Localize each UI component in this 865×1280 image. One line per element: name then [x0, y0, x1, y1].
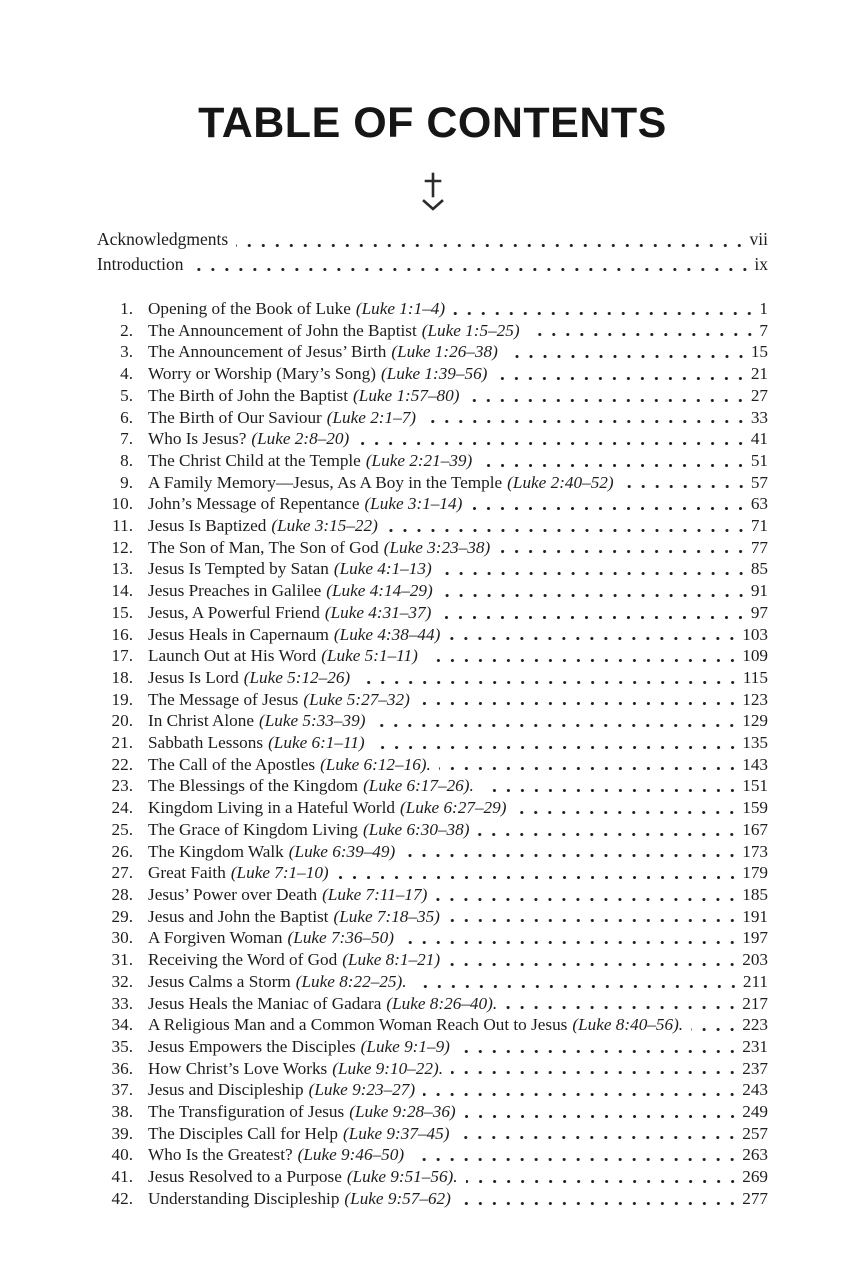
entry-page-number: 197 — [742, 928, 768, 948]
entry-number: 31. — [111, 950, 133, 970]
dot-leader — [192, 267, 752, 272]
entry-scripture-ref: (Luke 1:39–56) — [380, 364, 488, 384]
toc-entry-row — [97, 906, 768, 928]
entry-title: Understanding Discipleship — [148, 1188, 340, 1208]
entry-page-number: 151 — [742, 776, 768, 796]
toc-entry-row — [97, 797, 768, 819]
dot-leader — [236, 243, 746, 248]
entry-page-number: 159 — [742, 798, 768, 818]
toc-entry-row — [97, 732, 768, 754]
dot-leader — [528, 332, 757, 337]
entry-number: 12. — [111, 537, 133, 557]
dot-leader — [464, 1114, 740, 1119]
entry-title: Opening of the Book of Luke — [148, 299, 351, 318]
entry-scripture-ref: (Luke 7:18–35) — [333, 906, 440, 926]
entry-page-number: 1 — [759, 299, 768, 318]
entry-number: 37. — [111, 1080, 133, 1100]
toc-entry-row — [97, 1079, 768, 1101]
entry-page-number: 33 — [750, 407, 768, 427]
entry-title: Who Is Jesus? — [148, 429, 247, 449]
entry-number: 40. — [111, 1145, 133, 1165]
entry-title: The Announcement of John the Baptist — [148, 320, 417, 340]
dot-leader — [423, 1092, 739, 1097]
entry-scripture-ref: (Luke 5:1–11) — [321, 646, 418, 666]
toc-entry-row — [97, 1101, 768, 1123]
toc-entry-row — [97, 515, 768, 537]
entry-scripture-ref: (Luke 3:15–22) — [271, 516, 378, 536]
toc-entry-row — [97, 971, 768, 993]
entry-page-number: 115 — [742, 667, 768, 687]
entry-number: 2. — [120, 320, 133, 340]
toc-entry-row — [97, 927, 768, 949]
dot-leader — [622, 484, 748, 489]
entry-title: Kingdom Living in a Hateful World — [148, 798, 396, 818]
toc-entry-row — [97, 645, 768, 667]
entry-number: 19. — [111, 689, 133, 709]
entry-title: Jesus’ Power over Death — [148, 884, 318, 904]
dot-leader — [441, 593, 748, 598]
dot-leader — [358, 680, 740, 685]
dot-leader — [477, 832, 739, 837]
entry-page-number: 51 — [750, 450, 768, 470]
page-title: TABLE OF CONTENTS — [198, 99, 667, 147]
entry-title: Who Is the Greatest? — [148, 1145, 293, 1165]
entry-number: 20. — [111, 711, 133, 731]
entry-page-number: 277 — [742, 1188, 768, 1208]
dot-leader — [439, 615, 747, 620]
dot-leader — [457, 1135, 739, 1140]
entry-number: 28. — [111, 884, 133, 904]
toc-entry-row — [97, 428, 768, 450]
entry-page-number: 109 — [742, 646, 768, 666]
entry-scripture-ref: (Luke 4:1–13) — [333, 559, 432, 579]
entry-number: 25. — [111, 819, 133, 839]
toc-entry-row — [97, 1123, 768, 1145]
toc-entry-row — [97, 252, 768, 277]
entry-title: Jesus Empowers the Disciples — [148, 1036, 356, 1056]
toc-entry-row — [97, 1014, 768, 1036]
entry-page-number: vii — [749, 229, 768, 249]
entry-scripture-ref: (Luke 1:1–4) — [355, 299, 446, 318]
entry-scripture-ref: (Luke 9:57–62) — [344, 1188, 451, 1208]
entry-number: 42. — [111, 1188, 133, 1208]
dot-leader — [426, 658, 739, 663]
entry-scripture-ref: (Luke 1:5–25) — [421, 320, 520, 340]
dot-leader — [480, 463, 748, 468]
entry-number: 36. — [111, 1058, 133, 1078]
entry-title: The Call of the Apostles — [148, 754, 316, 774]
entry-number: 15. — [111, 602, 133, 622]
entry-number: 39. — [111, 1123, 133, 1143]
dot-leader — [514, 810, 739, 815]
entry-number: 9. — [120, 472, 133, 492]
entry-title: A Religious Man and a Common Woman Reach Out to Jesus — [148, 1015, 568, 1035]
entry-title: Jesus and Discipleship — [148, 1080, 304, 1100]
entry-title: Introduction — [97, 253, 184, 274]
toc-entry-row — [97, 558, 768, 580]
entry-page-number: 269 — [742, 1167, 768, 1187]
ornament-wrap — [97, 171, 768, 213]
entry-number: 14. — [111, 581, 133, 601]
entry-page-number: 179 — [742, 863, 768, 883]
dot-leader — [373, 745, 740, 750]
entry-title: The Birth of Our Saviour — [148, 407, 322, 427]
entry-scripture-ref: (Luke 7:1–10) — [230, 863, 329, 883]
dot-leader — [498, 549, 748, 554]
entry-scripture-ref: (Luke 6:39–49) — [288, 841, 396, 861]
entry-scripture-ref: (Luke 9:46–50) — [297, 1145, 405, 1165]
dot-leader — [448, 918, 739, 923]
entry-title: Jesus Is Lord — [148, 667, 239, 687]
entry-title: The Disciples Call for Help — [148, 1123, 338, 1143]
toc-entry-row — [97, 884, 768, 906]
dot-leader — [451, 1070, 739, 1075]
toc-entry-row — [97, 667, 768, 689]
entry-scripture-ref: (Luke 9:23–27) — [308, 1080, 416, 1100]
toc-entry-list — [97, 298, 768, 1210]
toc-entry-row — [97, 580, 768, 602]
entry-scripture-ref: (Luke 3:1–14) — [364, 494, 463, 514]
entry-page-number: 63 — [750, 494, 768, 514]
dot-leader — [373, 723, 739, 728]
entry-scripture-ref: (Luke 5:27–32) — [303, 689, 410, 709]
toc-entry-row — [97, 1144, 768, 1166]
toc-entry-row — [97, 227, 768, 252]
toc-entry-row — [97, 819, 768, 841]
entry-title: The Grace of Kingdom Living — [148, 819, 359, 839]
toc-entry-row — [97, 602, 768, 624]
entry-number: 7. — [120, 429, 133, 449]
toc-entry-row — [97, 298, 768, 320]
entry-title: Jesus Preaches in Galilee — [148, 581, 322, 601]
dot-leader — [435, 897, 739, 902]
entry-page-number: 243 — [742, 1080, 768, 1100]
entry-number: 1. — [120, 299, 133, 318]
entry-page-number: 7 — [759, 320, 768, 340]
dot-leader — [453, 311, 756, 316]
entry-number: 27. — [111, 863, 133, 883]
entry-title: A Family Memory—Jesus, As A Boy in the Temple — [148, 472, 503, 492]
entry-number: 6. — [120, 407, 133, 427]
entry-title: The Blessings of the Kingdom — [148, 776, 359, 796]
entry-number: 24. — [111, 798, 133, 818]
dot-leader — [424, 419, 748, 424]
entry-scripture-ref: (Luke 4:31–37) — [324, 602, 432, 622]
entry-number: 3. — [120, 342, 133, 362]
entry-title: The Transfiguration of Jesus — [148, 1102, 345, 1122]
entry-scripture-ref: (Luke 8:40–56). — [572, 1015, 684, 1035]
toc-entry-row — [97, 1166, 768, 1188]
entry-number: 23. — [111, 776, 133, 796]
entry-title: The Announcement of Jesus’ Birth — [148, 342, 387, 362]
toc-entry-row — [97, 450, 768, 472]
toc-entry-row — [97, 775, 768, 797]
entry-number: 16. — [111, 624, 133, 644]
entry-title: Jesus and John the Baptist — [148, 906, 329, 926]
entry-number: 32. — [111, 971, 133, 991]
entry-number: 8. — [120, 450, 133, 470]
entry-page-number: 129 — [742, 711, 768, 731]
dot-leader — [459, 1201, 739, 1206]
dot-leader — [440, 571, 748, 576]
entry-scripture-ref: (Luke 2:21–39) — [365, 450, 473, 470]
entry-number: 11. — [112, 516, 133, 536]
entry-page-number: 97 — [750, 602, 768, 622]
entry-scripture-ref: (Luke 7:36–50) — [287, 928, 394, 948]
entry-scripture-ref: (Luke 8:26–40). — [386, 993, 498, 1013]
entry-page-number: 15 — [750, 342, 768, 362]
dot-leader — [412, 1157, 739, 1162]
toc-entry-row — [97, 1188, 768, 1210]
entry-title: Jesus Resolved to a Purpose — [148, 1167, 342, 1187]
entry-title: Sabbath Lessons — [148, 733, 264, 753]
dot-leader — [470, 506, 748, 511]
entry-scripture-ref: (Luke 6:17–26). — [363, 776, 474, 796]
entry-page-number: 217 — [742, 993, 768, 1013]
entry-title: How Christ’s Love Works — [148, 1058, 328, 1078]
entry-title: The Christ Child at the Temple — [148, 450, 361, 470]
toc-entry-row — [97, 341, 768, 363]
entry-page-number: 237 — [742, 1058, 768, 1078]
entry-page-number: 211 — [742, 971, 768, 991]
entry-scripture-ref: (Luke 7:11–17) — [322, 884, 428, 904]
entry-page-number: 71 — [750, 516, 768, 536]
entry-number: 29. — [111, 906, 133, 926]
entry-title: Great Faith — [148, 863, 226, 883]
toc-entry-row — [97, 537, 768, 559]
entry-number: 17. — [111, 646, 133, 666]
entry-scripture-ref: (Luke 9:37–45) — [342, 1123, 450, 1143]
entry-page-number: 21 — [750, 364, 768, 384]
entry-scripture-ref: (Luke 3:23–38) — [383, 537, 491, 557]
entry-title: Jesus Is Baptized — [148, 516, 267, 536]
dot-leader — [466, 1179, 740, 1184]
entry-scripture-ref: (Luke 5:12–26) — [243, 667, 351, 687]
entry-page-number: 263 — [742, 1145, 768, 1165]
entry-scripture-ref: (Luke 8:22–25). — [295, 971, 407, 991]
entry-scripture-ref: (Luke 9:51–56). — [346, 1167, 458, 1187]
entry-title: The Birth of John the Baptist — [148, 385, 349, 405]
toc-entry-row — [97, 710, 768, 732]
front-matter-list — [97, 227, 768, 276]
dot-leader — [448, 636, 739, 641]
entry-scripture-ref: (Luke 9:10–22). — [332, 1058, 443, 1078]
entry-page-number: 223 — [742, 1015, 768, 1035]
entry-page-number: 249 — [742, 1102, 768, 1122]
entry-page-number: 103 — [742, 624, 768, 644]
toc-entry-row — [97, 689, 768, 711]
toc-entry-row — [97, 862, 768, 884]
entry-page-number: ix — [754, 253, 768, 274]
toc-entry-row — [97, 407, 768, 429]
toc-entry-row — [97, 1058, 768, 1080]
entry-scripture-ref: (Luke 6:27–29) — [400, 798, 507, 818]
entry-title: The Son of Man, The Son of God — [148, 537, 379, 557]
toc-entry-row — [97, 493, 768, 515]
dot-leader — [418, 701, 739, 706]
entry-title: Worry or Worship (Mary’s Song) — [148, 364, 376, 384]
entry-scripture-ref: (Luke 6:1–11) — [268, 733, 365, 753]
dot-leader — [691, 1027, 739, 1032]
entry-page-number: 143 — [742, 754, 768, 774]
entry-page-number: 91 — [750, 581, 768, 601]
entry-number: 33. — [111, 993, 133, 1013]
entry-scripture-ref: (Luke 1:57–80) — [353, 385, 460, 405]
entry-title: Receiving the Word of God — [148, 950, 338, 970]
entry-page-number: 135 — [742, 733, 768, 753]
entry-scripture-ref: (Luke 2:1–7) — [326, 407, 417, 427]
toc-entry-row — [97, 363, 768, 385]
cross-anchor-ornament-icon — [421, 200, 445, 217]
entry-page-number: 27 — [750, 385, 768, 405]
entry-page-number: 41 — [750, 429, 768, 449]
toc-entry-row — [97, 624, 768, 646]
entry-number: 4. — [120, 364, 133, 384]
entry-scripture-ref: (Luke 6:12–16). — [320, 754, 431, 774]
entry-number: 30. — [111, 928, 133, 948]
entry-number: 13. — [111, 559, 133, 579]
dot-leader — [482, 788, 739, 793]
toc-entry-row — [97, 754, 768, 776]
entry-number: 26. — [111, 841, 133, 861]
toc-entry-row — [97, 472, 768, 494]
entry-title: Jesus, A Powerful Friend — [148, 602, 320, 622]
entry-scripture-ref: (Luke 4:38–44) — [333, 624, 441, 644]
dot-leader — [458, 1049, 739, 1054]
entry-title: Launch Out at His Word — [148, 646, 317, 666]
dot-leader — [495, 376, 747, 381]
dot-leader — [506, 354, 748, 359]
entry-page-number: 123 — [742, 689, 768, 709]
entry-scripture-ref: (Luke 2:40–52) — [507, 472, 614, 492]
entry-title: In Christ Alone — [148, 711, 254, 731]
entry-title: John’s Message of Repentance — [148, 494, 360, 514]
entry-scripture-ref: (Luke 8:1–21) — [342, 950, 441, 970]
entry-scripture-ref: (Luke 2:8–20) — [251, 429, 350, 449]
entry-page-number: 85 — [750, 559, 768, 579]
entry-scripture-ref: (Luke 9:28–36) — [349, 1102, 456, 1122]
entry-page-number: 185 — [742, 884, 768, 904]
entry-title: The Kingdom Walk — [148, 841, 284, 861]
entry-scripture-ref: (Luke 6:30–38) — [363, 819, 470, 839]
dot-leader — [402, 940, 739, 945]
entry-title: The Message of Jesus — [148, 689, 299, 709]
dot-leader — [403, 853, 739, 858]
entry-page-number: 57 — [750, 472, 768, 492]
toc-entry-row — [97, 320, 768, 342]
entry-number: 41. — [111, 1167, 133, 1187]
dot-leader — [357, 441, 748, 446]
toc-entry-row — [97, 1036, 768, 1058]
entry-number: 18. — [111, 667, 133, 687]
entry-title: A Forgiven Woman — [148, 928, 283, 948]
dot-leader — [467, 398, 747, 403]
entry-scripture-ref: (Luke 9:1–9) — [360, 1036, 450, 1056]
entry-number: 38. — [111, 1102, 133, 1122]
entry-page-number: 77 — [750, 537, 768, 557]
entry-number: 10. — [111, 494, 133, 514]
entry-page-number: 173 — [742, 841, 768, 861]
entry-scripture-ref: (Luke 5:33–39) — [259, 711, 366, 731]
entry-scripture-ref: (Luke 1:26–38) — [391, 342, 498, 362]
toc-entry-row — [97, 993, 768, 1015]
entry-page-number: 167 — [742, 819, 768, 839]
entry-scripture-ref: (Luke 4:14–29) — [326, 581, 433, 601]
dot-leader — [448, 962, 739, 967]
dot-leader — [337, 875, 740, 880]
entry-title: Jesus Heals in Capernaum — [148, 624, 329, 644]
dot-leader — [386, 528, 748, 533]
entry-title: Acknowledgments — [97, 229, 229, 249]
entry-number: 21. — [111, 733, 133, 753]
entry-title: Jesus Heals the Maniac of Gadara — [148, 993, 382, 1013]
entry-page-number: 231 — [742, 1036, 768, 1056]
toc-entry-row — [97, 949, 768, 971]
entry-page-number: 257 — [742, 1123, 768, 1143]
dot-leader — [415, 984, 740, 989]
entry-page-number: 191 — [742, 906, 768, 926]
entry-title: Jesus Is Tempted by Satan — [148, 559, 329, 579]
entry-title: Jesus Calms a Storm — [148, 971, 291, 991]
toc-entry-row — [97, 841, 768, 863]
entry-number: 34. — [111, 1015, 133, 1035]
toc-entry-row — [97, 385, 768, 407]
dot-leader — [439, 766, 739, 771]
entry-number: 5. — [120, 385, 133, 405]
dot-leader — [505, 1005, 739, 1010]
entry-page-number: 203 — [742, 950, 768, 970]
entry-number: 35. — [111, 1036, 133, 1056]
entry-number: 22. — [111, 754, 133, 774]
